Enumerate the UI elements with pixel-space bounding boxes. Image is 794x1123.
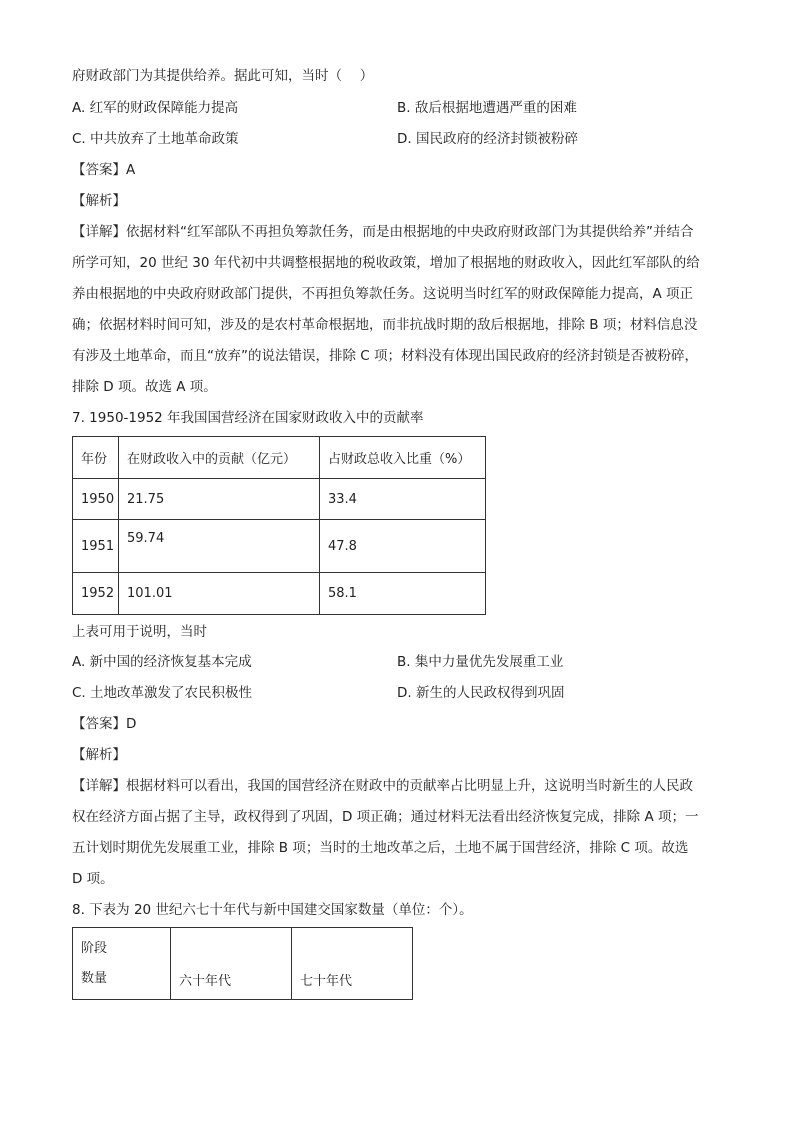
q6-option-d: D. 国民政府的经济封锁被粉碎 — [397, 131, 578, 147]
table-header-cell: 在财政收入中的贡献（亿元） — [119, 437, 320, 479]
table-cell: 1952 — [73, 573, 119, 615]
table-header-cell: 年份 — [73, 437, 119, 479]
q6-option-b: B. 敌后根据地遭遇严重的困难 — [397, 100, 577, 116]
table-row — [73, 573, 486, 615]
table-cell-value: 59.74 — [127, 530, 165, 546]
corner-label-bottom: 数量 — [81, 970, 108, 986]
q6-detail-line: 排除 D 项。故选 A 项。 — [72, 379, 217, 395]
table-cell: 101.01 — [119, 573, 320, 615]
q7-answer: 【答案】D — [72, 716, 137, 732]
corner-label-top: 阶段 — [81, 940, 108, 956]
q6-detail-line: 养由根据地的中央政府财政部门提供，不再担负筹款任务。这说明当时红军的财政保障能力提高，A 项正 — [72, 286, 694, 302]
q6-detail-line: 确；依据材料时间可知，涉及的是农村革命根据地，而非抗战时期的敌后根据地，排除 B 项；材料信息没 — [72, 317, 698, 333]
q7-analysis-label: 【解析】 — [72, 747, 126, 763]
q7-detail-line: 【详解】根据材料可以看出，我国的国营经济在财政中的贡献率占比明显上升，这说明当时新生的人民政 — [72, 778, 693, 794]
table-corner-cell — [73, 928, 171, 1000]
q7-option-c: C. 土地改革激发了农民积极性 — [72, 685, 253, 701]
q6-detail-line: 有涉及土地革命，而且“放弃”的说法错误，排除 C 项；材料没有体现出国民政府的经济封锁是否被粉碎， — [72, 348, 698, 364]
q6-stem-tail: 府财政部门为其提供给养。据此可知，当时（ ） — [72, 68, 374, 84]
q7-detail-line: 五计划时期优先发展重工业，排除 B 项；当时的土地改革之后，土地不属于国营经济，排除 C 项。故选 — [72, 840, 689, 856]
table-cell: 21.75 — [119, 479, 320, 520]
table-header-row — [73, 928, 413, 1000]
table-header-cell: 六十年代 — [171, 928, 292, 1000]
table-cell: 33.4 — [320, 479, 486, 520]
q6-answer: 【答案】A — [72, 162, 136, 178]
q6-option-a: A. 红军的财政保障能力提高 — [72, 100, 239, 116]
q7-detail-line: D 项。 — [72, 871, 114, 887]
q7-title: 7. 1950-1952 年我国国营经济在国家财政收入中的贡献率 — [72, 410, 424, 426]
q7-option-b: B. 集中力量优先发展重工业 — [397, 654, 564, 670]
table-cell: 47.8 — [320, 520, 486, 573]
table-cell: 58.1 — [320, 573, 486, 615]
q6-option-c: C. 中共放弃了土地革命政策 — [72, 131, 239, 147]
q7-option-a: A. 新中国的经济恢复基本完成 — [72, 654, 252, 670]
q7-option-d: D. 新生的人民政权得到巩固 — [397, 685, 565, 701]
q6-detail-line: 【详解】依据材料“红军部队不再担负筹款任务，而是由根据地的中央政府财政部门为其提供给养”并结合 — [72, 224, 694, 240]
table-row — [73, 520, 486, 573]
q8-table — [72, 927, 413, 1000]
q8-title: 8. 下表为 20 世纪六七十年代与新中国建交国家数量（单位：个）。 — [72, 902, 473, 918]
table-header-row — [73, 437, 486, 479]
table-row — [73, 479, 486, 520]
table-header-cell: 七十年代 — [292, 928, 413, 1000]
q7-table — [72, 436, 486, 615]
table-cell: 1951 — [73, 520, 119, 573]
q6-detail-line: 所学可知，20 世纪 30 年代初中共调整根据地的税收政策，增加了根据地的财政收入，因此红军部队的给 — [72, 255, 700, 271]
q6-analysis-label: 【解析】 — [72, 193, 126, 209]
q7-detail-line: 权在经济方面占据了主导，政权得到了巩固，D 项正确；通过材料无法看出经济恢复完成，排除 A 项；一 — [72, 809, 699, 825]
table-cell — [119, 520, 320, 573]
q7-after-table: 上表可用于说明，当时 — [72, 624, 207, 640]
table-header-cell: 占财政总收入比重（%） — [320, 437, 486, 479]
table-cell: 1950 — [73, 479, 119, 520]
